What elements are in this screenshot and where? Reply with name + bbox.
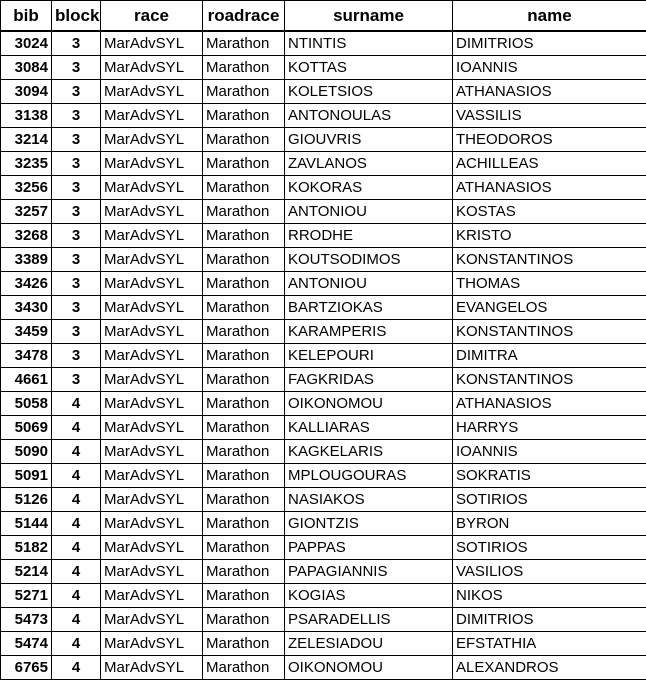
table-row[interactable] bbox=[1, 632, 646, 656]
cell-roadrace[interactable]: Marathon bbox=[203, 31, 285, 56]
cell-block[interactable]: 3 bbox=[52, 224, 101, 248]
cell-race[interactable]: MarAdvSYL bbox=[101, 31, 203, 56]
table-row[interactable] bbox=[1, 392, 646, 416]
table-body bbox=[1, 31, 646, 680]
cell-name[interactable]: KONSTANTINOS bbox=[453, 320, 646, 344]
cell-block[interactable]: 3 bbox=[52, 31, 101, 56]
cell-block[interactable]: 3 bbox=[52, 176, 101, 200]
cell-bib[interactable]: 5091 bbox=[1, 464, 52, 488]
cell-race[interactable]: MarAdvSYL bbox=[101, 200, 203, 224]
cell-surname[interactable]: KOUTSODIMOS bbox=[285, 248, 453, 272]
cell-race[interactable]: MarAdvSYL bbox=[101, 224, 203, 248]
cell-surname[interactable]: NASIAKOS bbox=[285, 488, 453, 512]
cell-roadrace[interactable]: Marathon bbox=[203, 632, 285, 656]
cell-name[interactable]: KOSTAS bbox=[453, 200, 646, 224]
cell-block[interactable]: 3 bbox=[52, 320, 101, 344]
cell-roadrace[interactable]: Marathon bbox=[203, 344, 285, 368]
cell-block[interactable]: 3 bbox=[52, 128, 101, 152]
cell-race[interactable]: MarAdvSYL bbox=[101, 536, 203, 560]
cell-surname[interactable]: GIOUVRIS bbox=[285, 128, 453, 152]
cell-bib[interactable]: 3389 bbox=[1, 248, 52, 272]
cell-name[interactable]: IOANNIS bbox=[453, 440, 646, 464]
cell-race[interactable]: MarAdvSYL bbox=[101, 416, 203, 440]
cell-name[interactable]: IOANNIS bbox=[453, 56, 646, 80]
cell-race[interactable]: MarAdvSYL bbox=[101, 344, 203, 368]
table-row[interactable] bbox=[1, 440, 646, 464]
cell-bib[interactable]: 3094 bbox=[1, 80, 52, 104]
cell-name[interactable]: BYRON bbox=[453, 512, 646, 536]
cell-roadrace[interactable]: Marathon bbox=[203, 584, 285, 608]
cell-roadrace[interactable]: Marathon bbox=[203, 512, 285, 536]
cell-roadrace[interactable]: Marathon bbox=[203, 128, 285, 152]
cell-block[interactable]: 4 bbox=[52, 488, 101, 512]
cell-roadrace[interactable]: Marathon bbox=[203, 440, 285, 464]
cell-block[interactable]: 3 bbox=[52, 248, 101, 272]
cell-block[interactable]: 3 bbox=[52, 296, 101, 320]
column-header-roadrace[interactable]: roadrace bbox=[203, 1, 285, 32]
cell-surname[interactable]: ZELESIADOU bbox=[285, 632, 453, 656]
cell-roadrace[interactable]: Marathon bbox=[203, 560, 285, 584]
cell-roadrace[interactable]: Marathon bbox=[203, 272, 285, 296]
cell-roadrace[interactable]: Marathon bbox=[203, 608, 285, 632]
table-row[interactable] bbox=[1, 416, 646, 440]
cell-name[interactable]: THEODOROS bbox=[453, 128, 646, 152]
cell-name[interactable]: EFSTATHIA bbox=[453, 632, 646, 656]
cell-name[interactable]: ALEXANDROS bbox=[453, 656, 646, 680]
table-row[interactable] bbox=[1, 152, 646, 176]
cell-name[interactable]: HARRYS bbox=[453, 416, 646, 440]
cell-surname[interactable]: ZAVLANOS bbox=[285, 152, 453, 176]
table-row[interactable] bbox=[1, 488, 646, 512]
cell-surname[interactable]: ANTONIOU bbox=[285, 272, 453, 296]
cell-race[interactable]: MarAdvSYL bbox=[101, 248, 203, 272]
cell-race[interactable]: MarAdvSYL bbox=[101, 296, 203, 320]
cell-name[interactable]: ATHANASIOS bbox=[453, 80, 646, 104]
cell-race[interactable]: MarAdvSYL bbox=[101, 608, 203, 632]
cell-race[interactable]: MarAdvSYL bbox=[101, 632, 203, 656]
cell-surname[interactable]: ANTONIOU bbox=[285, 200, 453, 224]
cell-surname[interactable]: OIKONOMOU bbox=[285, 656, 453, 680]
cell-surname[interactable]: KOTTAS bbox=[285, 56, 453, 80]
table-row[interactable] bbox=[1, 536, 646, 560]
cell-bib[interactable]: 5271 bbox=[1, 584, 52, 608]
cell-race[interactable]: MarAdvSYL bbox=[101, 512, 203, 536]
cell-name[interactable]: ATHANASIOS bbox=[453, 176, 646, 200]
table-row[interactable] bbox=[1, 368, 646, 392]
cell-surname[interactable]: KOLETSIOS bbox=[285, 80, 453, 104]
cell-bib[interactable]: 3257 bbox=[1, 200, 52, 224]
column-header-block[interactable]: block bbox=[52, 1, 101, 32]
cell-surname[interactable]: OIKONOMOU bbox=[285, 392, 453, 416]
cell-bib[interactable]: 4661 bbox=[1, 368, 52, 392]
cell-roadrace[interactable]: Marathon bbox=[203, 416, 285, 440]
cell-name[interactable]: SOTIRIOS bbox=[453, 536, 646, 560]
cell-race[interactable]: MarAdvSYL bbox=[101, 80, 203, 104]
column-header-bib[interactable]: bib bbox=[1, 1, 52, 32]
table-row[interactable] bbox=[1, 608, 646, 632]
cell-race[interactable]: MarAdvSYL bbox=[101, 560, 203, 584]
cell-surname[interactable]: PAPAGIANNIS bbox=[285, 560, 453, 584]
cell-bib[interactable]: 5214 bbox=[1, 560, 52, 584]
cell-name[interactable]: KRISTO bbox=[453, 224, 646, 248]
cell-bib[interactable]: 3084 bbox=[1, 56, 52, 80]
cell-roadrace[interactable]: Marathon bbox=[203, 56, 285, 80]
cell-block[interactable]: 3 bbox=[52, 368, 101, 392]
cell-bib[interactable]: 5182 bbox=[1, 536, 52, 560]
cell-name[interactable]: KONSTANTINOS bbox=[453, 368, 646, 392]
cell-race[interactable]: MarAdvSYL bbox=[101, 128, 203, 152]
cell-name[interactable]: DIMITRIOS bbox=[453, 31, 646, 56]
cell-roadrace[interactable]: Marathon bbox=[203, 464, 285, 488]
table-row[interactable] bbox=[1, 512, 646, 536]
cell-race[interactable]: MarAdvSYL bbox=[101, 584, 203, 608]
cell-name[interactable]: DIMITRA bbox=[453, 344, 646, 368]
cell-roadrace[interactable]: Marathon bbox=[203, 296, 285, 320]
cell-block[interactable]: 4 bbox=[52, 464, 101, 488]
cell-race[interactable]: MarAdvSYL bbox=[101, 152, 203, 176]
cell-surname[interactable]: KOGIAS bbox=[285, 584, 453, 608]
cell-race[interactable]: MarAdvSYL bbox=[101, 440, 203, 464]
table-row[interactable] bbox=[1, 560, 646, 584]
cell-race[interactable]: MarAdvSYL bbox=[101, 488, 203, 512]
cell-surname[interactable]: KAGKELARIS bbox=[285, 440, 453, 464]
table-row[interactable] bbox=[1, 31, 646, 56]
cell-surname[interactable]: GIONTZIS bbox=[285, 512, 453, 536]
cell-race[interactable]: MarAdvSYL bbox=[101, 392, 203, 416]
column-header-name[interactable]: name bbox=[453, 1, 646, 32]
cell-bib[interactable]: 3214 bbox=[1, 128, 52, 152]
cell-surname[interactable]: MPLOUGOURAS bbox=[285, 464, 453, 488]
cell-surname[interactable]: KARAMPERIS bbox=[285, 320, 453, 344]
cell-bib[interactable]: 3256 bbox=[1, 176, 52, 200]
cell-surname[interactable]: ANTONOULAS bbox=[285, 104, 453, 128]
cell-bib[interactable]: 6765 bbox=[1, 656, 52, 680]
cell-race[interactable]: MarAdvSYL bbox=[101, 320, 203, 344]
cell-block[interactable]: 3 bbox=[52, 272, 101, 296]
cell-name[interactable]: DIMITRIOS bbox=[453, 608, 646, 632]
cell-race[interactable]: MarAdvSYL bbox=[101, 368, 203, 392]
cell-bib[interactable]: 5126 bbox=[1, 488, 52, 512]
cell-block[interactable]: 3 bbox=[52, 104, 101, 128]
cell-race[interactable]: MarAdvSYL bbox=[101, 656, 203, 680]
cell-roadrace[interactable]: Marathon bbox=[203, 368, 285, 392]
cell-roadrace[interactable]: Marathon bbox=[203, 248, 285, 272]
cell-block[interactable]: 4 bbox=[52, 512, 101, 536]
cell-surname[interactable]: KELEPOURI bbox=[285, 344, 453, 368]
cell-surname[interactable]: RRODHE bbox=[285, 224, 453, 248]
cell-bib[interactable]: 3478 bbox=[1, 344, 52, 368]
table-row[interactable] bbox=[1, 584, 646, 608]
cell-race[interactable]: MarAdvSYL bbox=[101, 464, 203, 488]
cell-surname[interactable]: BARTZIOKAS bbox=[285, 296, 453, 320]
cell-bib[interactable]: 3235 bbox=[1, 152, 52, 176]
table-row[interactable] bbox=[1, 128, 646, 152]
cell-block[interactable]: 3 bbox=[52, 152, 101, 176]
cell-block[interactable]: 3 bbox=[52, 344, 101, 368]
cell-roadrace[interactable]: Marathon bbox=[203, 392, 285, 416]
cell-roadrace[interactable]: Marathon bbox=[203, 224, 285, 248]
cell-block[interactable]: 3 bbox=[52, 200, 101, 224]
cell-surname[interactable]: PSARADELLIS bbox=[285, 608, 453, 632]
table-row[interactable] bbox=[1, 320, 646, 344]
cell-block[interactable]: 4 bbox=[52, 608, 101, 632]
cell-name[interactable]: THOMAS bbox=[453, 272, 646, 296]
cell-name[interactable]: NIKOS bbox=[453, 584, 646, 608]
table-row[interactable] bbox=[1, 272, 646, 296]
cell-name[interactable]: SOKRATIS bbox=[453, 464, 646, 488]
cell-roadrace[interactable]: Marathon bbox=[203, 152, 285, 176]
cell-block[interactable]: 3 bbox=[52, 80, 101, 104]
table-row[interactable] bbox=[1, 200, 646, 224]
cell-surname[interactable]: FAGKRIDAS bbox=[285, 368, 453, 392]
table-row[interactable] bbox=[1, 80, 646, 104]
cell-surname[interactable]: PAPPAS bbox=[285, 536, 453, 560]
cell-surname[interactable]: NTINTIS bbox=[285, 31, 453, 56]
cell-roadrace[interactable]: Marathon bbox=[203, 536, 285, 560]
column-header-race[interactable]: race bbox=[101, 1, 203, 32]
cell-bib[interactable]: 5144 bbox=[1, 512, 52, 536]
column-header-surname[interactable]: surname bbox=[285, 1, 453, 32]
cell-name[interactable]: ATHANASIOS bbox=[453, 392, 646, 416]
table-row[interactable] bbox=[1, 656, 646, 680]
cell-bib[interactable]: 3459 bbox=[1, 320, 52, 344]
table-row[interactable] bbox=[1, 344, 646, 368]
table-row[interactable] bbox=[1, 248, 646, 272]
cell-surname[interactable]: KALLIARAS bbox=[285, 416, 453, 440]
cell-bib[interactable]: 3268 bbox=[1, 224, 52, 248]
cell-block[interactable]: 4 bbox=[52, 656, 101, 680]
cell-roadrace[interactable]: Marathon bbox=[203, 104, 285, 128]
table-row[interactable] bbox=[1, 56, 646, 80]
cell-bib[interactable]: 3430 bbox=[1, 296, 52, 320]
cell-race[interactable]: MarAdvSYL bbox=[101, 56, 203, 80]
cell-block[interactable]: 4 bbox=[52, 440, 101, 464]
cell-bib[interactable]: 3426 bbox=[1, 272, 52, 296]
table-row[interactable] bbox=[1, 296, 646, 320]
header-row bbox=[1, 1, 646, 32]
cell-block[interactable]: 4 bbox=[52, 632, 101, 656]
table-row[interactable] bbox=[1, 176, 646, 200]
table-row[interactable] bbox=[1, 464, 646, 488]
cell-bib[interactable]: 3138 bbox=[1, 104, 52, 128]
cell-block[interactable]: 3 bbox=[52, 56, 101, 80]
cell-roadrace[interactable]: Marathon bbox=[203, 320, 285, 344]
table-row[interactable] bbox=[1, 104, 646, 128]
cell-bib[interactable]: 5069 bbox=[1, 416, 52, 440]
cell-bib[interactable]: 5474 bbox=[1, 632, 52, 656]
cell-race[interactable]: MarAdvSYL bbox=[101, 176, 203, 200]
cell-roadrace[interactable]: Marathon bbox=[203, 488, 285, 512]
table-row[interactable] bbox=[1, 224, 646, 248]
cell-bib[interactable]: 5473 bbox=[1, 608, 52, 632]
cell-race[interactable]: MarAdvSYL bbox=[101, 104, 203, 128]
cell-surname[interactable]: KOKORAS bbox=[285, 176, 453, 200]
cell-name[interactable]: EVANGELOS bbox=[453, 296, 646, 320]
cell-block[interactable]: 4 bbox=[52, 416, 101, 440]
cell-block[interactable]: 4 bbox=[52, 536, 101, 560]
cell-roadrace[interactable]: Marathon bbox=[203, 200, 285, 224]
cell-name[interactable]: VASSILIS bbox=[453, 104, 646, 128]
cell-bib[interactable]: 5058 bbox=[1, 392, 52, 416]
cell-name[interactable]: KONSTANTINOS bbox=[453, 248, 646, 272]
cell-bib[interactable]: 3024 bbox=[1, 31, 52, 56]
cell-roadrace[interactable]: Marathon bbox=[203, 80, 285, 104]
cell-name[interactable]: VASILIOS bbox=[453, 560, 646, 584]
cell-race[interactable]: MarAdvSYL bbox=[101, 272, 203, 296]
cell-block[interactable]: 4 bbox=[52, 584, 101, 608]
cell-block[interactable]: 4 bbox=[52, 560, 101, 584]
cell-name[interactable]: SOTIRIOS bbox=[453, 488, 646, 512]
cell-name[interactable]: ACHILLEAS bbox=[453, 152, 646, 176]
cell-bib[interactable]: 5090 bbox=[1, 440, 52, 464]
cell-roadrace[interactable]: Marathon bbox=[203, 656, 285, 680]
cell-roadrace[interactable]: Marathon bbox=[203, 176, 285, 200]
cell-block[interactable]: 4 bbox=[52, 392, 101, 416]
